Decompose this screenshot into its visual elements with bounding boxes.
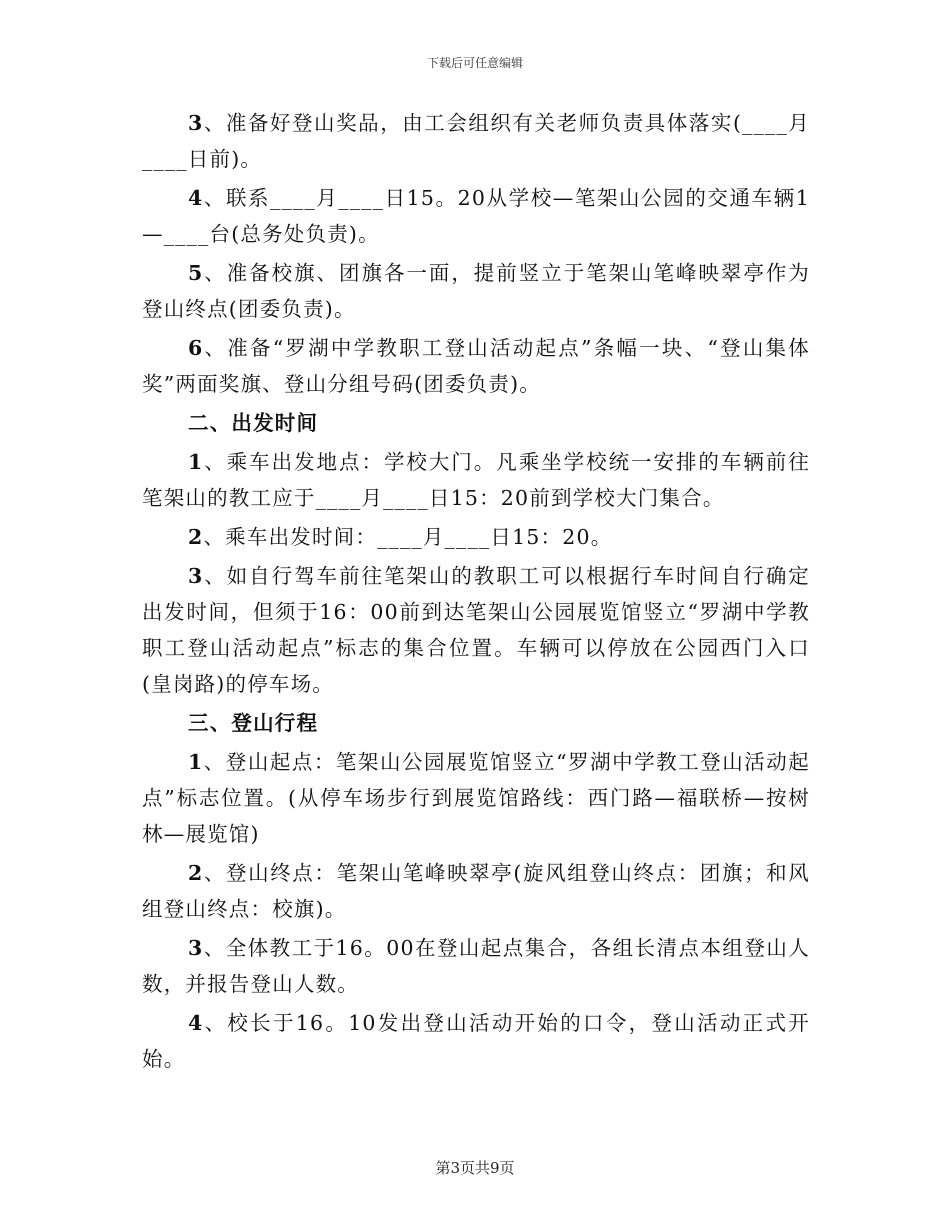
item-number: 1 (188, 450, 204, 474)
list-item (142, 744, 810, 852)
item-number: 2 (188, 525, 204, 549)
item-text: 、如自行驾车前往笔架山的教职工可以根据行车时间自行确定出发时间，但须于16：00前到达笔架山公园展览馆竖立“罗湖中学教职工登山活动起点”标志的集合位置。车辆可以停放在公园西门入口(皇岗路)的停车场。 (142, 564, 810, 696)
item-number: 3 (188, 936, 204, 960)
page-header: 下载后可任意编辑 (426, 56, 523, 70)
item-number: 3 (188, 111, 204, 135)
item-number: 4 (188, 1011, 204, 1035)
section-heading-itinerary: 三、登山行程 (188, 711, 319, 735)
item-text: 、登山起点：笔架山公园展览馆竖立“罗湖中学教工登山活动起点”标志位置。(从停车场步行到展览馆路线：西门路—福联桥—按树林—展览馆) (142, 750, 810, 846)
item-text: 、准备“罗湖中学教职工登山活动起点”条幅一块、“登山集体奖”两面奖旗、登山分组号码(团委负责)。 (142, 336, 810, 396)
item-text: 、登山终点：笔架山笔峰映翠亭(旋风组登山终点：团旗；和风组登山终点：校旗)。 (142, 861, 810, 921)
document-body (142, 105, 810, 1080)
list-item (142, 444, 810, 516)
item-text: 、乘车出发地点：学校大门。凡乘坐学校统一安排的车辆前往笔架山的教工应于____月____日15：20前到学校大门集合。 (142, 450, 810, 510)
list-item (142, 1005, 810, 1077)
list-item (142, 519, 810, 555)
list-item (142, 255, 810, 327)
item-text: 、准备校旗、团旗各一面，提前竖立于笔架山笔峰映翠亭作为登山终点(团委负责)。 (142, 261, 810, 321)
item-number: 4 (188, 186, 204, 210)
item-number: 6 (188, 336, 204, 360)
item-number: 1 (188, 750, 204, 774)
page-footer: 第3页共9页 (435, 1159, 515, 1177)
list-item (142, 105, 810, 177)
item-text: 、全体教工于16。00在登山起点集合，各组长清点本组登山人数，并报告登山人数。 (142, 936, 810, 996)
list-item (142, 930, 810, 1002)
item-text: 、乘车出发时间：____月____日15：20。 (203, 525, 613, 549)
item-number: 2 (188, 861, 204, 885)
list-item (142, 180, 810, 252)
item-text: 、校长于16。10发出登山活动开始的口令，登山活动正式开始。 (142, 1011, 810, 1071)
item-number: 5 (188, 261, 204, 285)
list-item (142, 330, 810, 402)
list-item (142, 558, 810, 702)
item-number: 3 (188, 564, 204, 588)
item-text: 、准备好登山奖品，由工会组织有关老师负责具体落实(____月____日前)。 (142, 111, 810, 171)
item-text: 、联系____月____日15。20从学校—笔架山公园的交通车辆1—____台(总务处负责)。 (142, 186, 810, 246)
section-heading-departure: 二、出发时间 (188, 411, 319, 435)
list-item (142, 855, 810, 927)
